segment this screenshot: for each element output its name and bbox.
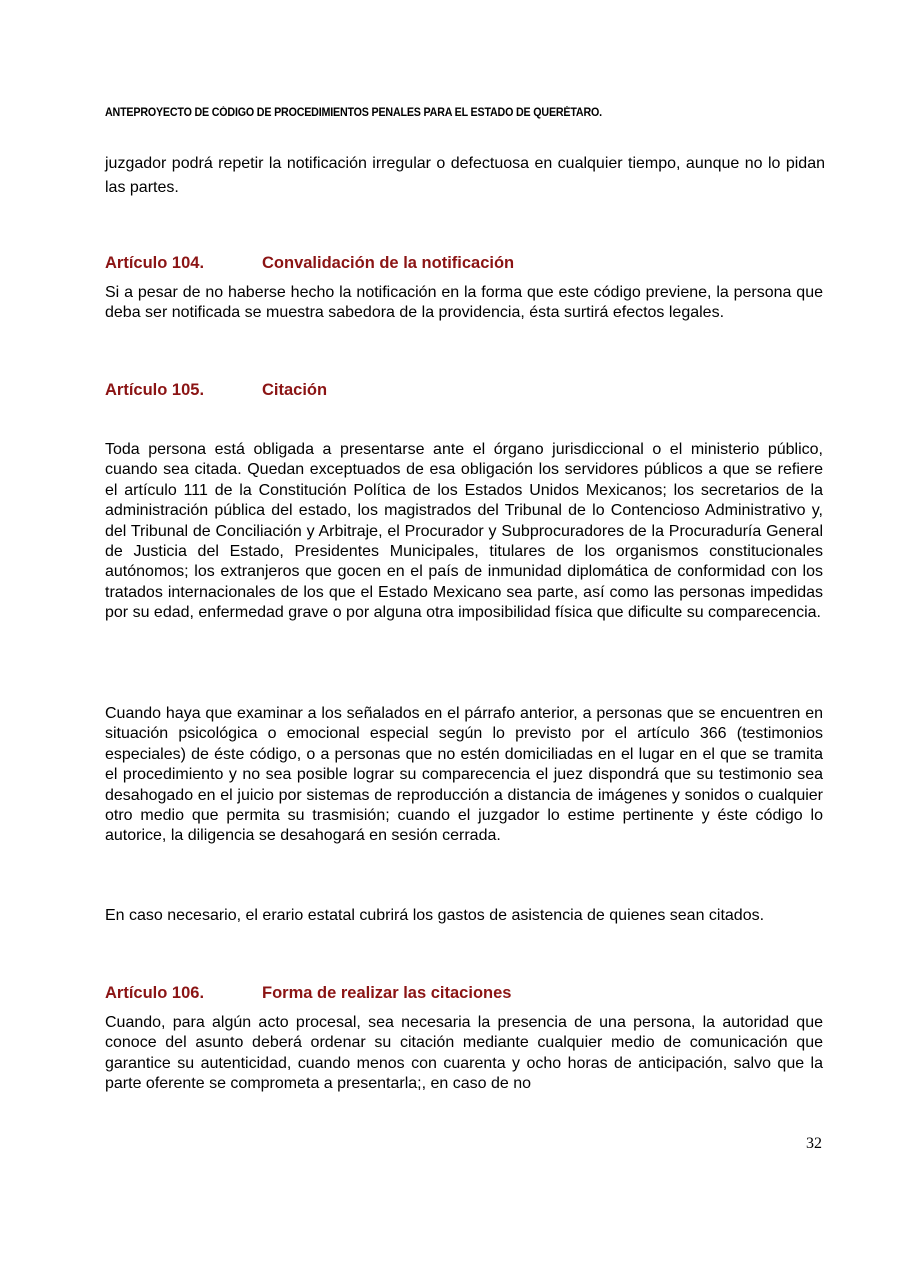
article-104-paragraph-1: Si a pesar de no haberse hecho la notificación en la forma que este código previene, la persona que deba ser notificada se muestra sabedora de la providencia, ésta surtirá efectos legales. xyxy=(105,284,823,322)
article-104-number: Artículo 104. xyxy=(105,254,205,272)
article-104-title: Convalidación de la notificación xyxy=(262,254,515,272)
article-105-heading xyxy=(105,381,825,400)
article-106-number: Artículo 106. xyxy=(105,984,205,1002)
article-105-number: Artículo 105. xyxy=(105,381,205,399)
article-105-paragraph-2: Cuando haya que examinar a los señalados en el párrafo anterior, a personas que se encuentren en situación psicológica o emocional especial según lo previsto por el artículo 366 (testimonios especiales) de éste código, o a personas que no estén domiciliadas en el lugar en el que se tramita el procedimiento y no sea posible lograr su comparecencia el juez dispondrá que su testimonio sea desahogado en el juicio por sistemas de reproducción a distancia de imágenes y sonidos o cualquier otro medio que permita su trasmisión; cuando el juzgador lo estime pertinente y éste código lo autorice, la diligencia se desahogará en sesión cerrada. xyxy=(105,705,823,845)
article-104-heading xyxy=(105,254,825,273)
article-106-title: Forma de realizar las citaciones xyxy=(262,984,512,1002)
continuation-paragraph: juzgador podrá repetir la notificación irregular o defectuosa en cualquier tiempo, aunque no lo pidan las partes. xyxy=(105,155,825,196)
document-header: ANTEPROYECTO DE CÓDIGO DE PROCEDIMIENTOS PENALES PARA EL ESTADO DE QUERÉTARO. xyxy=(105,107,602,119)
article-105-paragraph-3: En caso necesario, el erario estatal cubrirá los gastos de asistencia de quienes sean citados. xyxy=(105,907,765,924)
article-106-paragraph-1: Cuando, para algún acto procesal, sea necesaria la presencia de una persona, la autoridad que conoce del asunto deberá ordenar su citación mediante cualquier medio de comunicación que garantice su autenticidad, cuando menos con cuarenta y ocho horas de anticipación, salvo que la parte oferente se comprometa a presentarla;, en caso de no xyxy=(105,1014,823,1093)
article-105-paragraph-1: Toda persona está obligada a presentarse ante el órgano jurisdiccional o el ministerio público, cuando sea citada. Quedan exceptuados de esa obligación los servidores públicos a que se refiere el artículo 111 de la Constitución Política de los Estados Unidos Mexicanos; los secretarios de la administración pública del estado, los magistrados del Tribunal de lo Contencioso Administrativo y, del Tribunal de Conciliación y Arbitraje, el Procurador y Subprocuradores de la Procuraduría General de Justicia del Estado, Presidentes Municipales, titulares de los organismos constitucionales autónomos; los extranjeros que gocen en el país de inmunidad diplomática de conformidad con los tratados internacionales de los que el Estado Mexicano sea parte, así como las personas impedidas por su edad, enfermedad grave o por alguna otra imposibilidad física que dificulte su comparecencia. xyxy=(105,441,823,622)
article-106-heading xyxy=(105,984,825,1003)
article-105-title: Citación xyxy=(262,381,328,399)
page-number: 32 xyxy=(806,1135,822,1152)
